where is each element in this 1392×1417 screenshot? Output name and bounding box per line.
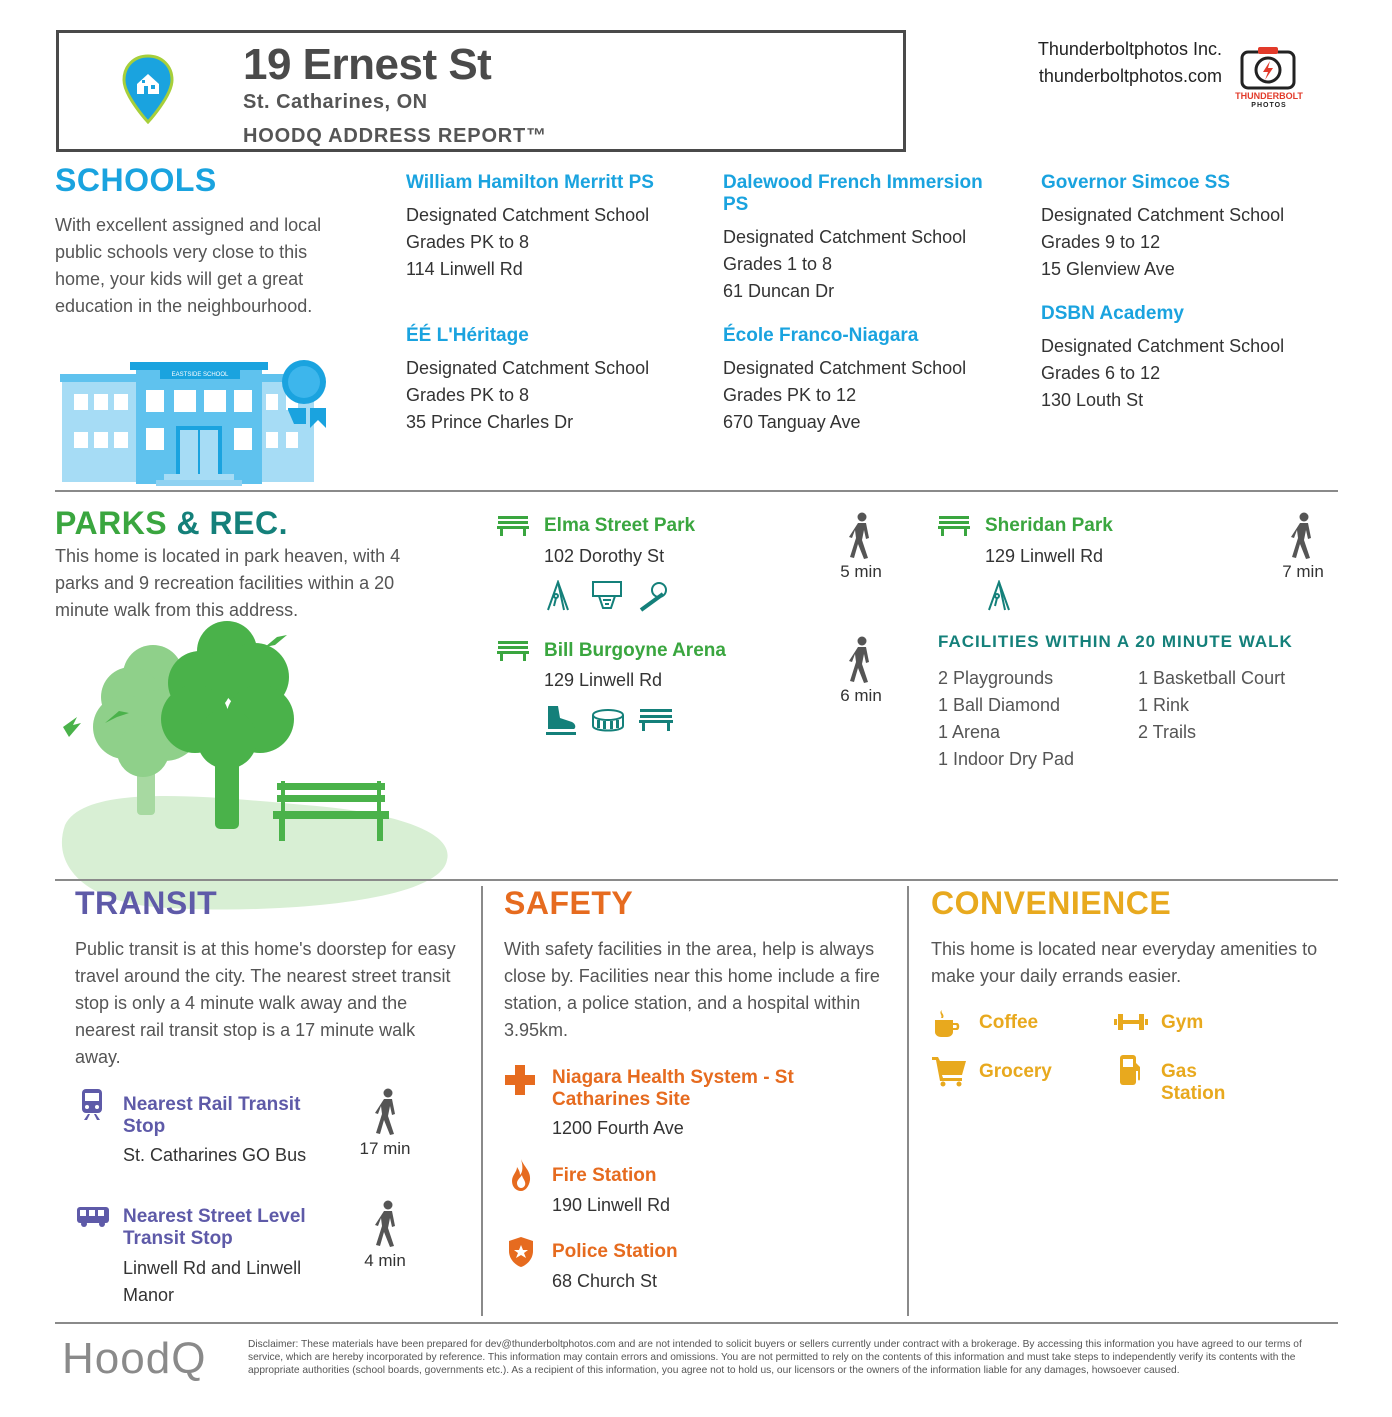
school-name[interactable]: ÉÉ L'Héritage bbox=[406, 325, 529, 346]
bench-icon bbox=[497, 640, 529, 662]
logo-text-photos: PHOTOS bbox=[1251, 102, 1287, 109]
amenity-name[interactable]: Coffee bbox=[979, 1012, 1039, 1033]
facility-item: 1 Basketball Court bbox=[1138, 668, 1286, 688]
street-stop-name: Linwell Rd and Linwell Manor bbox=[123, 1258, 302, 1305]
schools-description: With excellent assigned and local public schools very close to this home, your kids will get a great education in the neighbourhood. bbox=[55, 215, 322, 316]
company-website[interactable]: thunderboltphotos.com bbox=[1038, 66, 1222, 86]
walking-person-icon bbox=[846, 512, 876, 560]
school-card bbox=[406, 325, 686, 436]
police-badge-icon bbox=[508, 1236, 534, 1268]
facility-item: 1 Indoor Dry Pad bbox=[938, 749, 1075, 769]
school-type: Designated Catchment School bbox=[406, 205, 650, 225]
column-divider bbox=[907, 886, 909, 1316]
hoodq-logo: HoodQ bbox=[62, 1334, 207, 1383]
school-grades: Grades 6 to 12 bbox=[1041, 363, 1161, 383]
walking-person-icon bbox=[1288, 512, 1318, 560]
rail-stop-name: St. Catharines GO Bus bbox=[123, 1145, 307, 1165]
property-address: 19 Ernest St bbox=[243, 40, 492, 89]
school-grades: Grades PK to 8 bbox=[406, 232, 530, 252]
playground-icon bbox=[985, 580, 1015, 612]
safety-facility-name[interactable]: Police Station bbox=[552, 1241, 678, 1262]
school-card bbox=[723, 172, 1003, 305]
school-grades: Grades 1 to 8 bbox=[723, 254, 833, 274]
school-address: 61 Duncan Dr bbox=[723, 281, 835, 301]
column-divider bbox=[481, 886, 483, 1316]
school-name[interactable]: DSBN Academy bbox=[1041, 303, 1184, 324]
parks-description: This home is located in park heaven, with 4 parks and 9 recreation facilities within a 20 minute walk from this address. bbox=[55, 546, 401, 620]
school-type: Designated Catchment School bbox=[1041, 336, 1285, 356]
safety-facility-address: 68 Church St bbox=[552, 1271, 658, 1291]
facilities-list-1 bbox=[938, 665, 1074, 773]
walking-person-icon bbox=[846, 636, 876, 684]
rail-transit-label[interactable]: Nearest Rail Transit Stop bbox=[123, 1094, 301, 1137]
walking-person-icon bbox=[372, 1200, 402, 1248]
facility-item: 1 Rink bbox=[1138, 695, 1190, 715]
section-divider bbox=[55, 879, 1338, 881]
bench-icon bbox=[938, 515, 970, 537]
schools-title: SCHOOLS bbox=[55, 162, 217, 198]
section-divider bbox=[55, 490, 1338, 492]
school-grades: Grades 9 to 12 bbox=[1041, 232, 1161, 252]
school-name[interactable]: École Franco-Niagara bbox=[723, 325, 919, 346]
park-address: 102 Dorothy St bbox=[544, 546, 665, 566]
skate-icon bbox=[544, 704, 578, 736]
school-sign-text: EASTSIDE SCHOOL bbox=[171, 372, 229, 378]
dumbbell-icon bbox=[1113, 1012, 1149, 1032]
school-type: Designated Catchment School bbox=[723, 358, 967, 378]
flame-icon bbox=[510, 1158, 532, 1192]
convenience-title: CONVENIENCE bbox=[931, 885, 1172, 921]
company-name: Thunderboltphotos Inc. bbox=[1037, 39, 1222, 59]
facilities-list-2 bbox=[1138, 665, 1285, 746]
parks-title-b: & REC. bbox=[176, 505, 288, 541]
transit-title: TRANSIT bbox=[75, 885, 218, 921]
school-type: Designated Catchment School bbox=[723, 227, 967, 247]
school-name[interactable]: William Hamilton Merritt PS bbox=[406, 172, 654, 193]
shopping-cart-icon bbox=[931, 1055, 967, 1087]
amenity-name[interactable]: Gas Station bbox=[1161, 1061, 1226, 1104]
baseball-icon bbox=[639, 580, 673, 612]
facility-item: 2 Playgrounds bbox=[938, 668, 1054, 688]
logo-text-thunderbolt: THUNDERBOLT bbox=[1235, 91, 1303, 101]
school-address: 130 Louth St bbox=[1041, 390, 1144, 410]
parks-title-a: PARKS bbox=[55, 505, 168, 541]
gas-pump-icon bbox=[1119, 1053, 1143, 1087]
school-building-illustration bbox=[60, 350, 340, 490]
safety-facility-address: 190 Linwell Rd bbox=[552, 1195, 671, 1215]
arena-icon bbox=[591, 704, 625, 736]
report-title: HOODQ ADDRESS REPORT™ bbox=[243, 125, 547, 147]
property-city: St. Catharines, ON bbox=[243, 91, 428, 113]
park-name[interactable]: Bill Burgoyne Arena bbox=[544, 640, 726, 661]
facility-item: 2 Trails bbox=[1138, 722, 1197, 742]
footer-divider bbox=[55, 1322, 1338, 1324]
park-name[interactable]: Elma Street Park bbox=[544, 515, 696, 536]
coffee-cup-icon bbox=[933, 1008, 961, 1038]
park-address: 129 Linwell Rd bbox=[544, 670, 663, 690]
safety-description: With safety facilities in the area, help is always close by. Facilities near this home include a fire station, a police station, and a hospital within 3.95km. bbox=[504, 939, 880, 1040]
playground-icon bbox=[544, 580, 574, 612]
school-name[interactable]: Dalewood French Immersion PS bbox=[723, 172, 983, 215]
amenity-name[interactable]: Gym bbox=[1161, 1012, 1204, 1033]
company-info bbox=[990, 36, 1222, 90]
school-address: 114 Linwell Rd bbox=[406, 259, 523, 279]
school-type: Designated Catchment School bbox=[1041, 205, 1285, 225]
safety-facility-name[interactable]: Fire Station bbox=[552, 1165, 657, 1186]
amenity-name[interactable]: Grocery bbox=[979, 1061, 1052, 1082]
school-address: 15 Glenview Ave bbox=[1041, 259, 1175, 279]
train-icon bbox=[80, 1088, 104, 1122]
school-type: Designated Catchment School bbox=[406, 358, 650, 378]
convenience-description: This home is located near everyday amenities to make your daily errands easier. bbox=[931, 939, 1318, 986]
basketball-icon bbox=[591, 580, 623, 612]
park-address: 129 Linwell Rd bbox=[985, 546, 1104, 566]
walk-time: 17 min bbox=[359, 1139, 411, 1158]
transit-description: Public transit is at this home's doorstep for easy travel around the city. The nearest street transit stop is only a 4 minute walk away and the nearest rail transit stop is a 17 minute walk away. bbox=[75, 939, 456, 1067]
walk-time: 4 min bbox=[364, 1251, 406, 1270]
school-card bbox=[1041, 172, 1331, 283]
school-card bbox=[1041, 303, 1331, 414]
facility-item: 1 Ball Diamond bbox=[938, 695, 1061, 715]
walking-person-icon bbox=[372, 1088, 402, 1136]
facilities-title: FACILITIES WITHIN A 20 MINUTE WALK bbox=[938, 632, 1293, 651]
walk-time: 7 min bbox=[1282, 562, 1324, 581]
safety-title: SAFETY bbox=[504, 885, 634, 921]
school-grades: Grades PK to 12 bbox=[723, 385, 857, 405]
parks-title bbox=[55, 505, 288, 542]
disclaimer: Disclaimer: These materials have been prepared for dev@thunderboltphotos.com and are not intended to solicit buyers or sellers currently under contract with a brokerage. By accessing this information you have agreed to our terms of service, which are hereby incorporated by reference. This information may contain errors and omissions. You are not permitted to rely on the contents of this information and must take steps to independently verify its contents with the appropriate authorities (school boards, governments etc.). As a recipient of this information, you agree not to hold us, our licensors or the owners of the information liable for any damages, howsoever caused. bbox=[248, 1339, 1302, 1376]
bus-icon bbox=[76, 1206, 110, 1228]
safety-facility-address: 1200 Fourth Ave bbox=[552, 1118, 684, 1138]
park-name[interactable]: Sheridan Park bbox=[985, 515, 1113, 536]
map-pin-icon bbox=[122, 54, 174, 124]
walk-time: 5 min bbox=[840, 562, 882, 581]
facility-item: 1 Arena bbox=[938, 722, 1001, 742]
logo-wordmark bbox=[1226, 92, 1312, 110]
street-transit-label[interactable]: Nearest Street Level Transit Stop bbox=[123, 1206, 306, 1249]
walk-time: 6 min bbox=[840, 686, 882, 705]
hospital-cross-icon bbox=[504, 1064, 536, 1096]
school-address: 670 Tanguay Ave bbox=[723, 412, 861, 432]
school-card bbox=[723, 325, 1003, 436]
dry-pad-icon bbox=[639, 708, 673, 732]
bench-icon bbox=[497, 515, 529, 537]
school-address: 35 Prince Charles Dr bbox=[406, 412, 574, 432]
school-grades: Grades PK to 8 bbox=[406, 385, 530, 405]
park-trees-illustration bbox=[55, 615, 455, 915]
school-name[interactable]: Governor Simcoe SS bbox=[1041, 172, 1231, 193]
safety-facility-name[interactable]: Niagara Health System - St Catharines Site bbox=[552, 1067, 794, 1110]
school-card bbox=[406, 172, 686, 283]
